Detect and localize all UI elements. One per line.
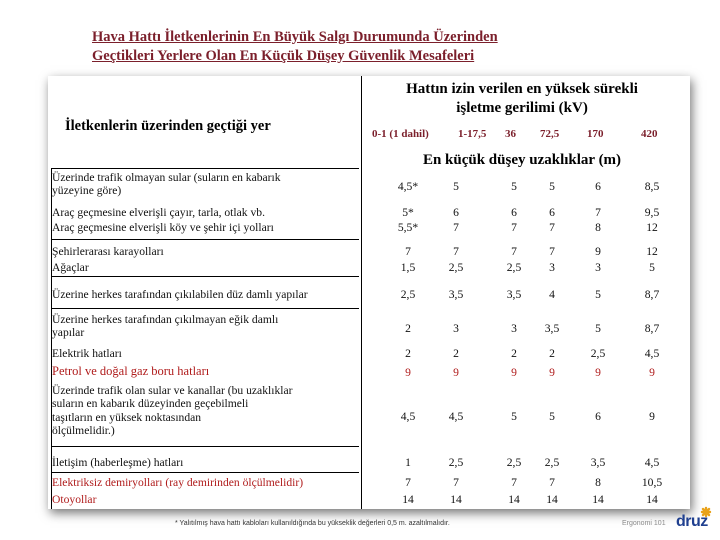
value-cell-r3-c3: 7 <box>549 245 555 258</box>
row-label-10: İletişim (haberleşme) hatları <box>52 456 184 469</box>
grid-hline-4 <box>51 446 359 447</box>
row-label-9-line-1: Üzerinde trafik olan sular ve kanallar (bu uzaklıklar <box>52 384 293 397</box>
value-cell-r6-c4: 5 <box>595 322 601 335</box>
value-cell-r0-c0: 4,5* <box>397 180 419 193</box>
row-label-0-line-2: yüzeyine göre) <box>52 184 122 198</box>
row-label-8: Petrol ve doğal gaz boru hatları <box>52 364 210 378</box>
value-cell-r9-c0: 4,5 <box>400 410 416 423</box>
value-cell-r0-c2: 5 <box>511 180 517 193</box>
grid-hline-5 <box>51 472 359 473</box>
header-left: İletkenlerin üzerinden geçtiği yer <box>65 118 271 134</box>
value-cell-r5-c2: 3,5 <box>506 288 522 301</box>
value-cell-r2-c5: 12 <box>646 221 658 234</box>
value-cell-r4-c0: 1,5 <box>400 261 416 274</box>
value-cell-r6-c1: 3 <box>453 322 459 335</box>
value-cell-r4-c1: 2,5 <box>448 261 464 274</box>
value-cell-r0-c1: 5 <box>453 180 459 193</box>
value-cell-r6-c0: 2 <box>405 322 411 335</box>
value-cell-r7-c5: 4,5 <box>644 347 660 360</box>
value-cell-r8-c0: 9 <box>405 366 411 379</box>
value-cell-r0-c4: 6 <box>595 180 601 193</box>
grid-vline-divider <box>361 76 362 509</box>
value-cell-r10-c2: 2,5 <box>506 456 522 469</box>
value-cell-r4-c4: 3 <box>595 261 601 274</box>
value-cell-r1-c1: 6 <box>453 206 459 219</box>
value-cell-r10-c3: 2,5 <box>544 456 560 469</box>
value-cell-r3-c0: 7 <box>405 245 411 258</box>
value-cell-r4-c5: 5 <box>649 261 655 274</box>
value-cell-r0-c5: 8,5 <box>644 180 660 193</box>
row-label-6-line-1: Üzerine herkes tarafından çıkılmayan eğik damlı <box>52 313 279 326</box>
value-cell-r6-c2: 3 <box>511 322 517 335</box>
value-cell-r9-c5: 9 <box>649 410 655 423</box>
value-cell-r11-c0: 7 <box>405 476 411 489</box>
value-cell-r12-c2: 14 <box>508 493 520 506</box>
value-cell-r1-c5: 9,5 <box>644 206 660 219</box>
value-cell-r9-c1: 4,5 <box>448 410 464 423</box>
value-cell-r0-c3: 5 <box>549 180 555 193</box>
value-cell-r9-c2: 5 <box>511 410 517 423</box>
row-label-2: Araç geçmesine elverişli köy ve şehir içi yolları <box>52 221 274 234</box>
value-cell-r9-c3: 5 <box>549 410 555 423</box>
value-cell-r8-c5: 9 <box>649 366 655 379</box>
value-cell-r8-c3: 9 <box>549 366 555 379</box>
value-cell-r12-c5: 14 <box>646 493 658 506</box>
value-cell-r5-c0: 2,5 <box>400 288 416 301</box>
grid-hline-1 <box>51 239 359 240</box>
value-cell-r2-c2: 7 <box>511 221 517 234</box>
row-label-11: Elektriksiz demiryolları (ray demirinden ölçülmelidir) <box>52 476 304 489</box>
row-label-9 <box>52 384 358 438</box>
row-label-6-line-2: yapılar <box>52 326 85 340</box>
logo-text: druz <box>676 513 708 530</box>
grid-hline-3 <box>51 308 359 309</box>
page-label: Ergonomi 101 <box>622 520 666 527</box>
grid-hline-2 <box>51 276 359 277</box>
value-cell-r5-c5: 8,7 <box>644 288 660 301</box>
page-title <box>92 28 632 66</box>
value-cell-r5-c3: 4 <box>549 288 555 301</box>
title-line-2: Geçtikleri Yerlere Olan En Küçük Düşey Güvenlik Mesafeleri <box>92 48 475 64</box>
value-cell-r12-c4: 14 <box>592 493 604 506</box>
row-label-3: Şehirlerarası karayolları <box>52 245 164 258</box>
grid-hline-header <box>51 168 359 169</box>
value-cell-r4-c2: 2,5 <box>506 261 522 274</box>
row-label-9-line-3: taşıtların en yüksek noktasından <box>52 410 202 424</box>
value-cell-r2-c1: 7 <box>453 221 459 234</box>
title-line-1: Hava Hattı İletkenlerinin En Büyük Salgı Durumunda Üzerinden <box>92 29 498 45</box>
row-label-7: Elektrik hatları <box>52 347 122 360</box>
value-cell-r3-c1: 7 <box>453 245 459 258</box>
value-cell-r11-c2: 7 <box>511 476 517 489</box>
value-cell-r8-c4: 9 <box>595 366 601 379</box>
value-cell-r7-c1: 2 <box>453 347 459 360</box>
value-cell-r7-c4: 2,5 <box>590 347 606 360</box>
value-cell-r2-c4: 8 <box>595 221 601 234</box>
value-cell-r12-c3: 14 <box>546 493 558 506</box>
value-cell-r10-c5: 4,5 <box>644 456 660 469</box>
row-label-5: Üzerine herkes tarafından çıkılabilen düz damlı yapılar <box>52 288 308 301</box>
value-cell-r3-c4: 9 <box>595 245 601 258</box>
value-cell-r7-c2: 2 <box>511 347 517 360</box>
value-cell-r10-c1: 2,5 <box>448 456 464 469</box>
value-cell-r3-c5: 12 <box>646 245 658 258</box>
header-right <box>372 80 672 118</box>
value-cell-r6-c3: 3,5 <box>544 322 560 335</box>
value-cell-r10-c4: 3,5 <box>590 456 606 469</box>
voltage-2: 36 <box>505 128 516 140</box>
value-cell-r7-c3: 2 <box>549 347 555 360</box>
footnote: * Yalıtılmış hava hattı kabloları kullanıldığında bu yükseklik değerleri 0,5 m. azaltılmalıdır. <box>175 520 450 527</box>
value-cell-r6-c5: 8,7 <box>644 322 660 335</box>
row-label-0-line-1: Üzerinde trafik olmayan sular (suların en kabarık <box>52 171 281 184</box>
row-label-1: Araç geçmesine elverişli çayır, tarla, otlak vb. <box>52 206 265 219</box>
header-right-line-2: işletme gerilimi (kV) <box>456 100 588 116</box>
value-cell-r9-c4: 6 <box>595 410 601 423</box>
value-cell-r12-c0: 14 <box>402 493 414 506</box>
voltage-1: 1-17,5 <box>458 128 487 140</box>
value-cell-r1-c4: 7 <box>595 206 601 219</box>
value-cell-r10-c0: 1 <box>405 456 411 469</box>
value-cell-r7-c0: 2 <box>405 347 411 360</box>
value-cell-r4-c3: 3 <box>549 261 555 274</box>
value-cell-r1-c0: 5* <box>402 206 414 219</box>
row-label-6 <box>52 313 358 340</box>
value-cell-r8-c1: 9 <box>453 366 459 379</box>
value-cell-r11-c1: 7 <box>453 476 459 489</box>
value-cell-r2-c0: 5,5* <box>397 221 419 234</box>
row-label-0 <box>52 171 358 198</box>
subheader: En küçük düşey uzaklıklar (m) <box>422 152 622 168</box>
voltage-5: 420 <box>641 128 658 140</box>
value-cell-r11-c3: 7 <box>549 476 555 489</box>
value-cell-r1-c3: 6 <box>549 206 555 219</box>
voltage-3: 72,5 <box>540 128 560 140</box>
value-cell-r2-c3: 7 <box>549 221 555 234</box>
value-cell-r5-c4: 5 <box>595 288 601 301</box>
value-cell-r12-c1: 14 <box>450 493 462 506</box>
voltage-4: 170 <box>587 128 604 140</box>
value-cell-r11-c5: 10,5 <box>641 476 663 489</box>
header-right-line-1: Hattın izin verilen en yüksek sürekli <box>406 81 638 97</box>
value-cell-r1-c2: 6 <box>511 206 517 219</box>
row-label-9-line-2: suların en kabarık düzeyinden geçebilmeli <box>52 397 249 411</box>
voltage-0: 0-1 (1 dahil) <box>372 128 429 140</box>
row-label-9-line-4: ölçülmelidir.) <box>52 424 115 438</box>
value-cell-r5-c1: 3,5 <box>448 288 464 301</box>
value-cell-r8-c2: 9 <box>511 366 517 379</box>
value-cell-r11-c4: 8 <box>595 476 601 489</box>
row-label-4: Ağaçlar <box>52 261 89 274</box>
value-cell-r3-c2: 7 <box>511 245 517 258</box>
row-label-12: Otoyollar <box>52 493 97 506</box>
